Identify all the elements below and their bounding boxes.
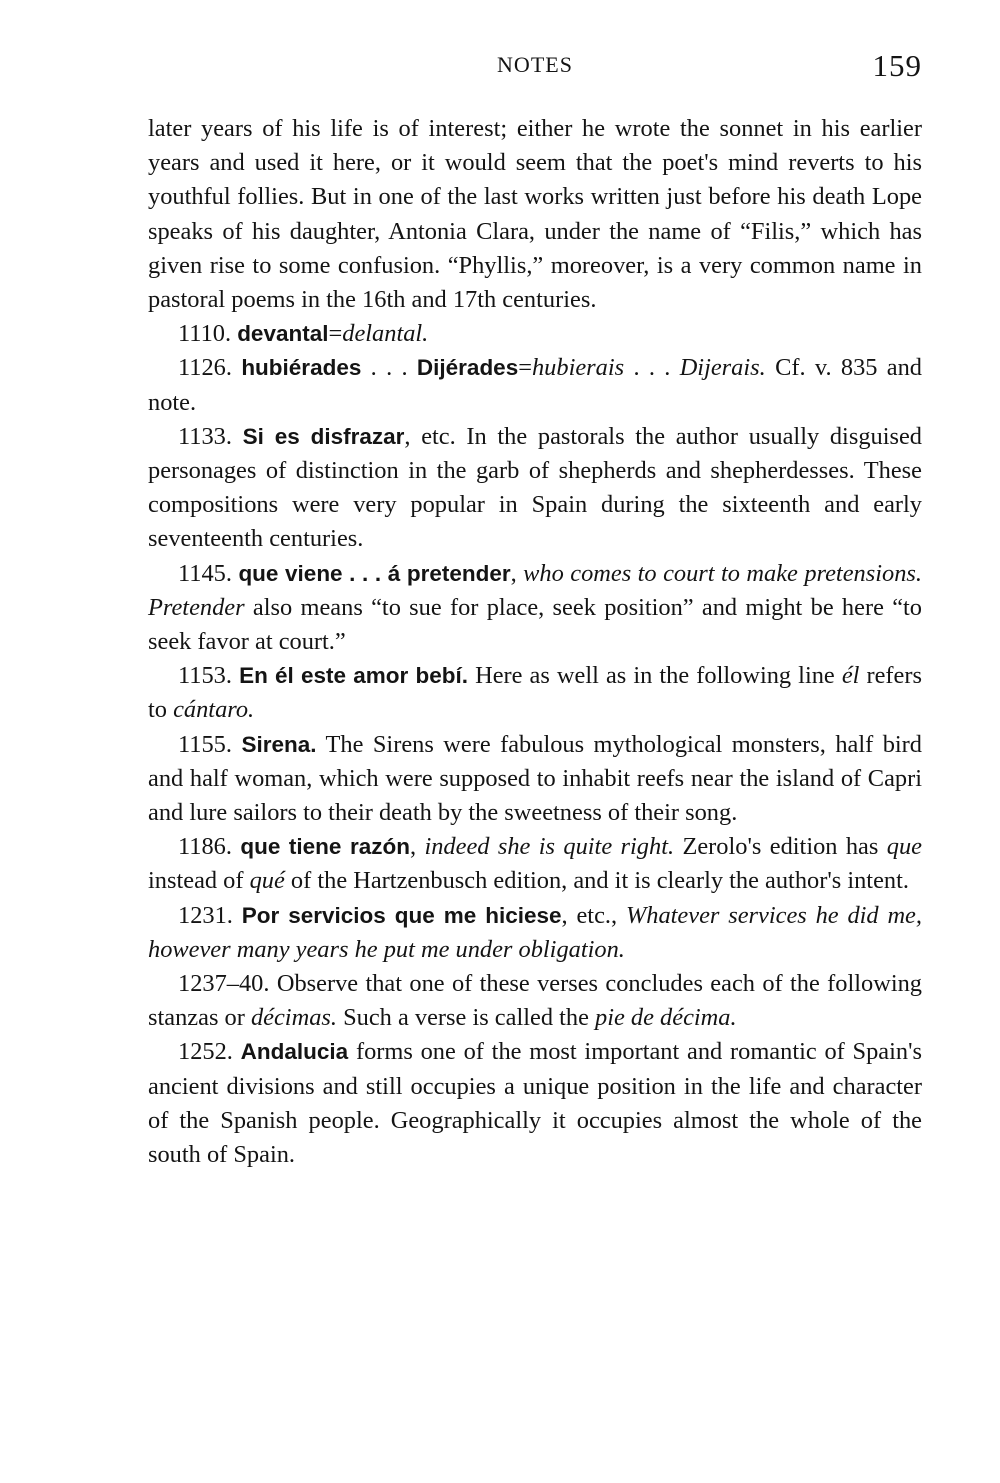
note-number: 1155. bbox=[178, 730, 232, 758]
separator: , bbox=[409, 833, 425, 861]
note-term: que viene . . . á pretender bbox=[238, 560, 511, 586]
note-1252 bbox=[148, 1035, 922, 1172]
note-term: Dijérades bbox=[416, 355, 519, 381]
page-title: NOTES bbox=[497, 52, 573, 77]
note-word: él bbox=[841, 662, 860, 690]
note-word: que bbox=[886, 833, 922, 861]
note-word: cántaro. bbox=[173, 696, 255, 724]
note-term: Por servicios que me hiciese bbox=[241, 902, 562, 928]
ellipsis: . . . bbox=[624, 354, 680, 382]
note-1186 bbox=[148, 830, 922, 898]
ellipsis: . . . bbox=[361, 354, 417, 382]
note-term: hubiérades bbox=[241, 355, 362, 381]
note-term: Sirena. bbox=[241, 731, 317, 757]
note-number: 1133. bbox=[178, 422, 232, 450]
note-gloss: Dijerais. bbox=[679, 354, 766, 382]
note-text: instead of bbox=[148, 867, 250, 895]
note-term: En él este amor bebí. bbox=[239, 663, 469, 689]
note-word: qué bbox=[249, 867, 285, 895]
note-gloss: who comes to court to make pretensions. bbox=[523, 559, 922, 587]
note-gloss: Whatever services he did me, however many years he put me under obligation. bbox=[148, 901, 922, 963]
note-term: devantal bbox=[237, 321, 329, 347]
note-1155 bbox=[148, 728, 922, 831]
note-text: Zerolo's edition has bbox=[674, 833, 887, 861]
note-number: 1110. bbox=[178, 320, 232, 348]
note-number: 1153. bbox=[178, 662, 232, 690]
note-text: forms one of the most important and romantic of Spain's ancient divisions and still occupies a unique position in the life and character of the Spanish people. Geographically it occupies almost the whole of the south of Spain. bbox=[148, 1038, 922, 1169]
note-number: 1237–40. bbox=[178, 970, 270, 998]
note-word: pie de décima. bbox=[595, 1004, 737, 1032]
note-word: Pretender bbox=[148, 593, 245, 621]
note-number: 1186. bbox=[178, 833, 232, 861]
note-1237-40 bbox=[148, 967, 922, 1035]
note-number: 1126. bbox=[178, 354, 232, 382]
note-text: of the Hartzenbusch edition, and it is clearly the author's intent. bbox=[284, 867, 909, 895]
note-1231 bbox=[148, 899, 922, 967]
note-gloss: delantal. bbox=[342, 320, 429, 348]
note-text: Observe that one of these verses concludes each of the following stanzas or bbox=[148, 970, 922, 1032]
equals-sign: = bbox=[328, 320, 343, 348]
note-text: , etc. In the pastorals the author usually disguised personages of distinction in the garb of shepherds and shepherdesses. These compositions were very popular in Spain during the sixteenth and early seventeenth centuries. bbox=[148, 422, 922, 553]
note-text: Cf. v. 835 and note. bbox=[148, 354, 922, 416]
separator: , bbox=[510, 559, 524, 587]
note-gloss: indeed she is quite right. bbox=[424, 833, 675, 861]
note-1110 bbox=[148, 317, 922, 351]
note-gloss: hubierais bbox=[531, 354, 625, 382]
note-number: 1252. bbox=[178, 1038, 233, 1066]
note-text: Here as well as in the following line bbox=[468, 662, 842, 690]
continuation-paragraph: later years of his life is of interest; either he wrote the sonnet in his earlier years and used it here, or it would seem that the poet's mind reverts to his youthful follies. But in one of the last works written just before his death Lope speaks of his daughter, Antonia Clara, under the name of “Filis,” which has given rise to some confusion. “Phyllis,” moreover, is a very common name in pastoral poems in the 16th and 17th centuries. bbox=[148, 115, 922, 314]
note-text: The Sirens were fabulous mythological monsters, half bird and half woman, which were supposed to inhabit reefs near the island of Capri and lure sailors to their death by the sweetness of their song. bbox=[148, 730, 922, 827]
note-word: décimas. bbox=[250, 1004, 337, 1032]
note-1145 bbox=[148, 557, 922, 660]
note-text: Such a verse is called the bbox=[336, 1004, 596, 1032]
note-term: Si es disfrazar bbox=[242, 423, 405, 449]
note-1153 bbox=[148, 659, 922, 727]
separator: , etc., bbox=[561, 901, 626, 929]
running-head bbox=[148, 48, 922, 88]
notes-body bbox=[148, 112, 922, 1172]
note-term: Andalucia bbox=[240, 1039, 349, 1065]
equals-sign: = bbox=[518, 354, 532, 382]
note-1133 bbox=[148, 420, 922, 557]
note-number: 1145. bbox=[178, 559, 232, 587]
note-text: refers to bbox=[148, 662, 922, 724]
note-1126 bbox=[148, 351, 922, 419]
note-term: que tiene razón bbox=[240, 834, 410, 860]
note-text: also means “to sue for place, seek position” and might be here “to seek favor at court.” bbox=[148, 593, 922, 656]
note-number: 1231. bbox=[178, 901, 233, 929]
book-page bbox=[148, 48, 922, 1172]
page-number: 159 bbox=[872, 48, 922, 83]
